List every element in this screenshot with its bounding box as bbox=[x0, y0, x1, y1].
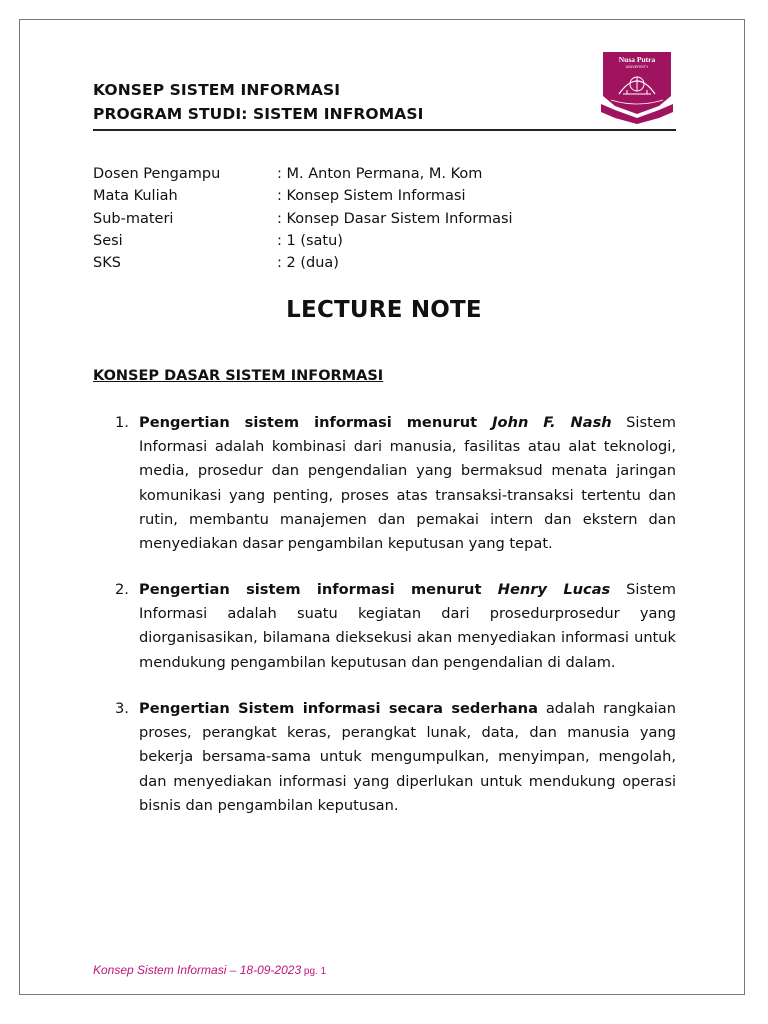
item-author: John F. Nash bbox=[492, 414, 612, 431]
list-text bbox=[139, 578, 676, 675]
info-label: Sub-materi bbox=[93, 210, 174, 227]
info-label: Dosen Pengampu bbox=[93, 166, 221, 182]
item-author: Henry Lucas bbox=[497, 581, 611, 598]
info-row-lecturer bbox=[93, 163, 513, 185]
list-text bbox=[139, 411, 676, 556]
info-value: : 2 (dua) bbox=[277, 255, 339, 272]
university-logo bbox=[597, 48, 677, 124]
info-value: : Konsep Sistem Informasi bbox=[277, 188, 466, 205]
info-row-credits bbox=[93, 252, 513, 274]
item-lead: Pengertian sistem informasi menurut bbox=[139, 581, 498, 598]
info-value: : Konsep Dasar Sistem Informasi bbox=[277, 210, 513, 227]
course-info bbox=[93, 163, 513, 274]
info-row-submaterial bbox=[93, 208, 513, 230]
list-item bbox=[115, 697, 676, 818]
list-text bbox=[139, 697, 676, 818]
info-label: Sesi bbox=[93, 232, 123, 249]
logo-text-sub: UNIVERSITY bbox=[625, 65, 649, 69]
item-body: adalah rangkaian proses, perangkat keras, perangkat lunak, data, dan manusia yang bekerja bersama-sama untuk mengumpulkan, menyimpan, mengolah, dan menyediakan informasi yang diperlukan untuk mendukung operasi bisnis dan pengambilan keputusan. bbox=[139, 700, 677, 814]
page-number: pg. 1 bbox=[301, 966, 327, 977]
info-value: : 1 (satu) bbox=[277, 232, 343, 249]
list-item bbox=[115, 578, 676, 675]
info-value: : M. Anton Permana, M. Kom bbox=[277, 166, 483, 182]
section-heading: KONSEP DASAR SISTEM INFORMASI bbox=[93, 368, 384, 384]
info-row-subject bbox=[93, 185, 513, 207]
item-body: Sistem Informasi adalah kombinasi dari manusia, fasilitas atau alat teknologi, media, prosedur dan pengendalian yang bermaksud menata jaringan komunikasi yang penting, proses atas transaksi-transaksi tertentu dan rutin, membantu manajemen dan pemakai intern dan ekstern dan menyediakan dasar pengambilan keputusan yang tepat. bbox=[139, 414, 676, 553]
item-lead: Pengertian sistem informasi menurut bbox=[139, 414, 493, 431]
info-label: Mata Kuliah bbox=[93, 188, 178, 205]
header-divider bbox=[93, 129, 676, 131]
item-body: Sistem Informasi adalah suatu kegiatan dari prosedurprosedur yang diorganisasikan, bilamana dieksekusi akan menyediakan informasi untuk mendukung pengambilan keputusan dan pengendalian di dalam. bbox=[139, 581, 676, 671]
list-item bbox=[115, 411, 676, 556]
info-label: SKS bbox=[93, 255, 121, 272]
course-title: KONSEP SISTEM INFORMASI bbox=[93, 81, 341, 99]
document-title: LECTURE NOTE bbox=[286, 297, 482, 323]
list-number: 2. bbox=[115, 581, 129, 598]
logo-text-top: Nusa Putra bbox=[618, 55, 656, 64]
program-title: PROGRAM STUDI: SISTEM INFROMASI bbox=[93, 105, 424, 123]
list-number: 1. bbox=[115, 414, 129, 431]
info-row-session bbox=[93, 230, 513, 252]
item-lead: Pengertian Sistem informasi secara sederhana bbox=[139, 700, 538, 717]
footer-text: Konsep Sistem Informasi – 18-09-2023 bbox=[93, 963, 302, 977]
page-footer bbox=[93, 963, 326, 977]
document-header bbox=[93, 78, 423, 126]
list-number: 3. bbox=[115, 700, 129, 717]
